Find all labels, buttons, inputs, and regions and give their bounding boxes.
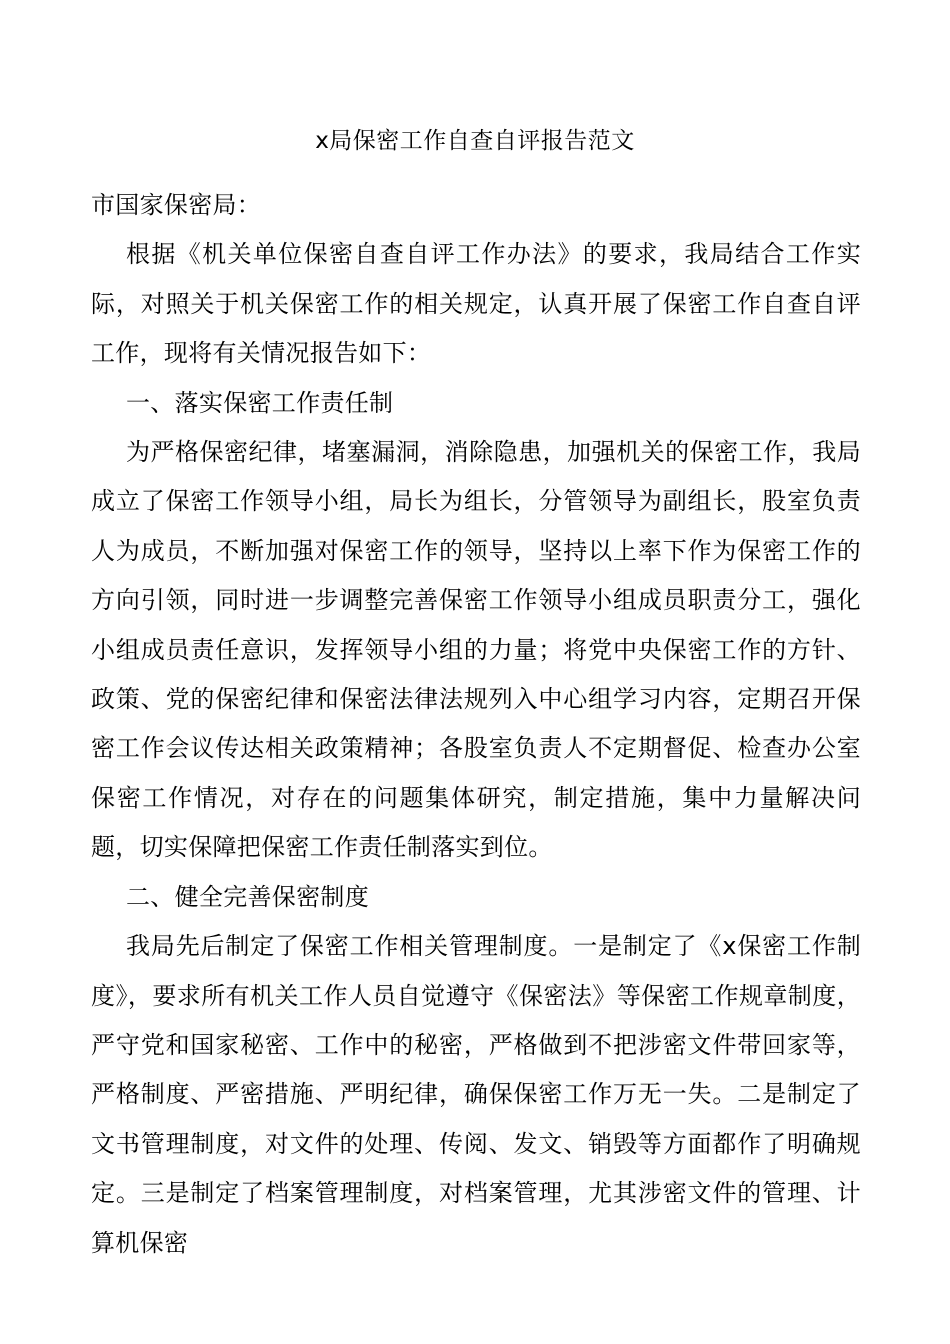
paragraph-intro: 根据《机关单位保密自查自评工作办法》的要求，我局结合工作实际，对照关于机关保密工作的相关规定，认真开展了保密工作自查自评工作，现将有关情况报告如下： [91, 240, 861, 368]
section-heading-2: 二、健全完善保密制度 [126, 882, 369, 911]
document-title: x局保密工作自查自评报告范文 [315, 128, 635, 154]
paragraph-section-1: 为严格保密纪律，堵塞漏洞，消除隐患，加强机关的保密工作，我局成立了保密工作领导小组，局长为组长，分管领导为副组长，股室负责人为成员，不断加强对保密工作的领导，坚持以上率下作为保密工作的方向引领，同时进一步调整完善保密工作领导小组成员职责分工，强化小组成员责任意识，发挥领导小组的力量；将党中央保密工作的方针、政策、党的保密纪律和保密法律法规列入中心组学习内容，定期召开保密工作会议传达相关政策精神；各股室负责人不定期督促、检查办公室保密工作情况，对存在的问题集体研究，制定措施，集中力量解决问题，切实保障把保密工作责任制落实到位。 [91, 438, 861, 862]
paragraph-section-2: 我局先后制定了保密工作相关管理制度。一是制定了《x保密工作制度》，要求所有机关工作人员自觉遵守《保密法》等保密工作规章制度，严守党和国家秘密、工作中的秘密，严格做到不把涉密文件带回家等，严格制度、严密措施、严明纪律，确保保密工作万无一失。二是制定了文书管理制度，对文件的处理、传阅、发文、销毁等方面都作了明确规定。三是制定了档案管理制度，对档案管理，尤其涉密文件的管理、计算机保密 [91, 932, 861, 1257]
section-heading-1: 一、落实保密工作责任制 [126, 388, 394, 417]
document-body [91, 181, 861, 1268]
salutation: 市国家保密局： [91, 191, 262, 219]
